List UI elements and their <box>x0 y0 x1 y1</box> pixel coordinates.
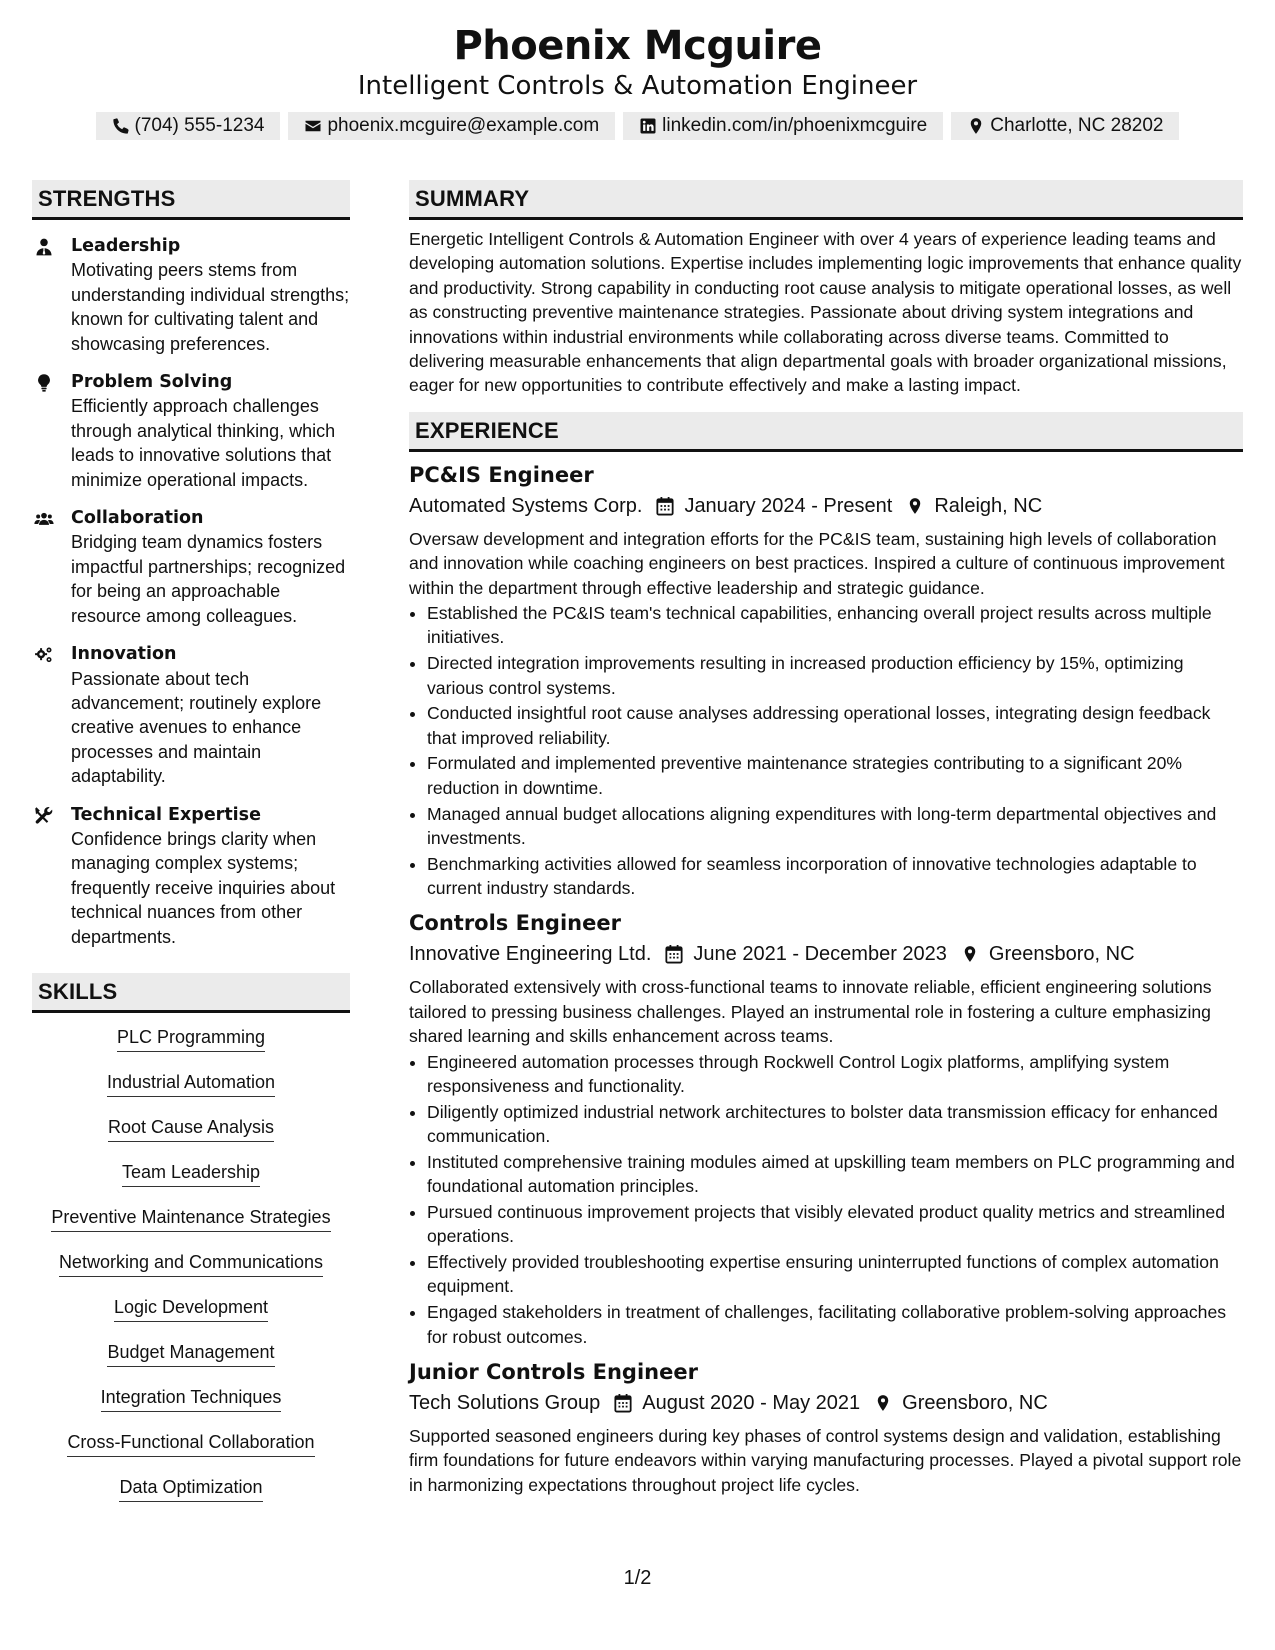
bullet-item: • Effectively provided troubleshooting expertise ensuring uninterrupted functions of complex automation equipment. <box>427 1250 1243 1299</box>
job-title: Controls Engineer <box>409 911 621 936</box>
phone-icon <box>112 117 130 135</box>
strength-title: Innovation <box>71 644 177 665</box>
skill-tag: Budget Management <box>107 1340 274 1367</box>
envelope-icon <box>304 117 322 135</box>
strength-desc: Motivating peers stems from understanding individual strengths; known for cultivating talent and showcasing preferences. <box>71 260 350 354</box>
bullet-item: • Diligently optimized industrial network architectures to bolster data transmission efficacy for enhanced communication. <box>427 1100 1243 1149</box>
job-entry <box>409 1358 1243 1497</box>
strength-desc: Efficiently approach challenges through analytical thinking, which leads to innovative solutions that minimize operational impacts. <box>71 396 336 490</box>
resume-header <box>0 22 1275 140</box>
contact-location-text: Charlotte, NC 28202 <box>990 115 1164 136</box>
skill-tag: Data Optimization <box>119 1475 262 1502</box>
calendar-icon <box>656 496 674 516</box>
right-column <box>409 180 1243 1497</box>
job-description: Collaborated extensively with cross-functional teams to innovate reliable, efficient engineering solutions tailored to pressing business challenges. Played an instrumental role in fostering a culture emphasizing shared learning and skills enhancement across teams. <box>409 977 1212 1047</box>
bullet-item: • Conducted insightful root cause analyses addressing operational losses, integrating design feedback that improved reliability. <box>427 701 1243 750</box>
calendar-icon <box>665 944 683 964</box>
candidate-name: Phoenix Mcguire <box>453 23 822 69</box>
contact-linkedin[interactable] <box>623 112 943 140</box>
skill-tag: Integration Techniques <box>101 1385 282 1412</box>
strength-title: Problem Solving <box>71 372 233 393</box>
strength-title: Technical Expertise <box>71 804 261 825</box>
summary-heading: SUMMARY <box>409 180 1243 220</box>
summary-text: Energetic Intelligent Controls & Automation Engineer with over 4 years of experience leading teams and developing automation solutions. Expertise includes implementing logic improvements that enhance quality and productivity. Strong capability in conducting root cause analysis to mitigate operational losses, as well as constructing preventive maintenance strategies. Passionate about driving system integrations and innovations within industrial environments while collaborating across diverse teams. Committed to delivering measurable enhancements that align departmental goals with broader organizational missions, eager for new opportunities to contribute effectively and make a lasting impact. <box>409 229 1242 396</box>
lightbulb-icon <box>32 372 56 394</box>
job-meta <box>409 1389 1243 1417</box>
job-entry <box>409 909 1243 1349</box>
candidate-title: Intelligent Controls & Automation Engineer <box>357 71 918 101</box>
strengths-heading: STRENGTHS <box>32 180 350 220</box>
contact-phone-text: (704) 555-1234 <box>134 115 265 136</box>
experience-heading: EXPERIENCE <box>409 412 1243 452</box>
gears-icon <box>32 644 56 666</box>
map-pin-icon <box>906 496 924 516</box>
bullet-item: • Engineered automation processes through Rockwell Control Logix platforms, amplifying system responsiveness and functionality. <box>427 1050 1243 1099</box>
map-pin-icon <box>967 117 985 135</box>
strength-item <box>32 370 350 492</box>
strength-item <box>32 803 350 949</box>
strength-title: Collaboration <box>71 508 204 529</box>
job-dates: August 2020 - May 2021 <box>642 1392 861 1414</box>
strength-desc: Confidence brings clarity when managing complex systems; frequently receive inquiries about technical nuances from other departments. <box>71 828 336 947</box>
strength-item <box>32 234 350 356</box>
skills-list <box>32 1025 350 1520</box>
contact-linkedin-text: linkedin.com/in/phoenixmcguire <box>662 115 928 136</box>
skill-tag: Root Cause Analysis <box>108 1115 274 1142</box>
tools-icon <box>32 805 56 827</box>
job-bullets <box>409 1050 1243 1349</box>
job-company: Innovative Engineering Ltd. <box>409 943 652 966</box>
job-bullets <box>409 601 1243 900</box>
strength-title: Leadership <box>71 236 181 256</box>
strength-desc: Passionate about tech advancement; routinely explore creative avenues to enhance processes and maintain adaptability. <box>71 668 322 787</box>
page-number: 1/2 <box>623 1567 652 1589</box>
users-icon <box>32 508 56 530</box>
strength-desc: Bridging team dynamics fosters impactful partnerships; recognized for being an approachable resource among colleagues. <box>71 532 346 626</box>
linkedin-icon <box>639 117 657 135</box>
user-tie-icon <box>32 236 56 258</box>
job-description: Oversaw development and integration efforts for the PC&IS team, sustaining high levels of collaboration and innovation while coaching engineers on best practices. Inspired a culture of continuous improvement within the department through effective leadership and strategic guidance. <box>409 528 1225 598</box>
bullet-item: • Established the PC&IS team's technical capabilities, enhancing overall project results across multiple initiatives. <box>427 601 1243 650</box>
skill-tag: Preventive Maintenance Strategies <box>51 1205 330 1232</box>
bullet-item: • Managed annual budget allocations aligning expenditures with long-term departmental objectives and investments. <box>427 802 1243 851</box>
bullet-item: • Pursued continuous improvement projects that visibly elevated product quality metrics and streamlined operations. <box>427 1200 1243 1249</box>
contact-phone[interactable] <box>96 112 281 140</box>
skill-tag: Networking and Communications <box>59 1250 323 1277</box>
job-company: Automated Systems Corp. <box>409 494 643 517</box>
job-location: Raleigh, NC <box>934 494 1043 517</box>
contact-email-text: phoenix.mcguire@example.com <box>327 115 600 136</box>
job-dates: January 2024 - Present <box>684 494 893 517</box>
job-title: PC&IS Engineer <box>409 462 594 487</box>
job-description: Supported seasoned engineers during key phases of control systems design and validation, establishing firm foundations for future endeavors within varying manufacturing processes. Played a pivotal support role in harmonizing expectations throughout project life cycles. <box>409 1426 1242 1495</box>
map-pin-icon <box>874 1393 892 1413</box>
skill-tag: Team Leadership <box>122 1160 260 1187</box>
skill-tag: Cross-Functional Collaboration <box>67 1430 314 1457</box>
contact-bar <box>0 112 1275 140</box>
job-location: Greensboro, NC <box>988 943 1135 966</box>
map-pin-icon <box>961 944 979 964</box>
strength-item <box>32 506 350 628</box>
skill-tag: Industrial Automation <box>107 1070 275 1097</box>
contact-location <box>951 112 1179 140</box>
skills-heading: SKILLS <box>32 973 350 1013</box>
job-company: Tech Solutions Group <box>409 1392 601 1414</box>
bullet-item: • Engaged stakeholders in treatment of challenges, facilitating collaborative problem-solving approaches for robust outcomes. <box>427 1300 1243 1349</box>
job-meta <box>409 940 1243 968</box>
contact-email[interactable] <box>288 112 615 140</box>
bullet-item: • Directed integration improvements resulting in increased production efficiency by 15%, optimizing various control systems. <box>427 651 1243 700</box>
bullet-item: • Benchmarking activities allowed for seamless incorporation of innovative technologies adaptable to current industry standards. <box>427 852 1243 901</box>
skill-tag: PLC Programming <box>117 1025 265 1052</box>
job-dates: June 2021 - December 2023 <box>693 943 947 966</box>
job-location: Greensboro, NC <box>902 1392 1048 1414</box>
skill-tag: Logic Development <box>114 1295 268 1322</box>
job-meta <box>409 492 1243 520</box>
strength-item <box>32 642 350 788</box>
bullet-item: • Formulated and implemented preventive maintenance strategies contributing to a significant 20% reduction in downtime. <box>427 751 1243 800</box>
left-column <box>32 180 350 1520</box>
job-entry <box>409 461 1243 901</box>
calendar-icon <box>614 1393 632 1413</box>
bullet-item: • Instituted comprehensive training modules aimed at upskilling team members on PLC programming and foundational automation principles. <box>427 1150 1243 1199</box>
job-title: Junior Controls Engineer <box>409 1360 698 1384</box>
